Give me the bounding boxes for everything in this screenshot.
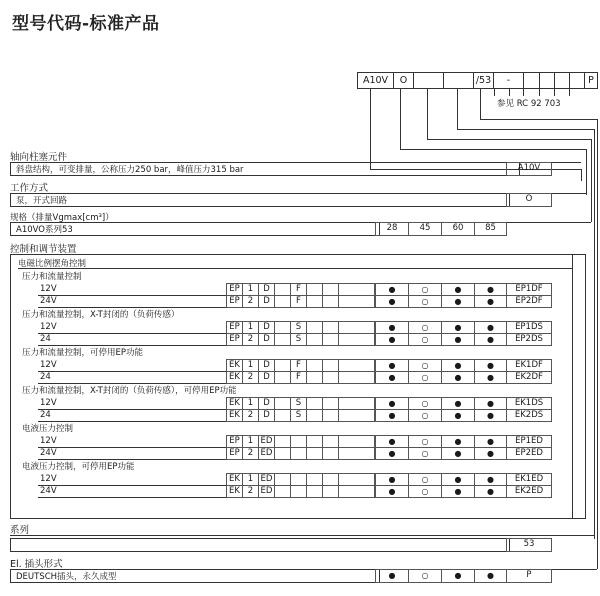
section-series-heading: 系列 [10,525,30,536]
axial-piston-code: A10V [506,162,552,176]
control-code-cell [274,409,291,422]
size-60: 60 [441,222,475,236]
control-code-cell: EK [226,409,243,422]
control-code-cell: ED [258,473,275,486]
control-type-code: EK1ED [506,473,552,486]
code-box-a10v: A10V [357,72,393,89]
code-box-9 [554,72,569,89]
control-code-cell [274,371,291,384]
availability-cell: ● [441,409,475,422]
availability-cell: ○ [408,409,442,422]
tick [569,89,570,96]
operation-mode-code: O [506,193,552,207]
availability-cell: ● [375,321,409,334]
control-code-cell: 2 [242,447,259,460]
availability-cell: ● [474,333,507,346]
availability-cell: ● [474,359,507,372]
availability-cell: ● [474,321,507,334]
control-code-cell [338,409,375,422]
tick [539,89,540,96]
availability-cell: ● [474,473,507,486]
control-row-voltage: 12V [40,360,57,370]
control-code-cell: EP [226,435,243,448]
control-subgroup-title: 电液压力控制，可停用EP功能 [22,462,135,472]
control-type-code: EP1ED [506,435,552,448]
row-underline [38,371,226,372]
control-type-code: EK2DF [506,371,552,384]
row-underline [38,447,226,448]
availability-cell: ● [441,321,475,334]
availability-cell: ● [375,283,409,296]
plug-avail-60: ● [441,569,475,583]
page-title: 型号代码-标准产品 [12,14,160,34]
control-row-voltage: 24V [40,448,57,458]
availability-cell: ○ [408,321,442,334]
control-type-code: EK1DF [506,359,552,372]
control-code-cell: ED [258,447,275,460]
control-type-code: EP2DF [506,295,552,308]
control-type-code: EP2ED [506,447,552,460]
availability-cell: ● [441,473,475,486]
availability-cell: ● [441,435,475,448]
availability-cell: ● [474,283,507,296]
availability-cell: ● [375,333,409,346]
control-code-cell: 1 [242,321,259,334]
availability-cell: ● [441,283,475,296]
control-code-cell: EP [226,295,243,308]
control-row-voltage: 12V [40,474,57,484]
axial-piston-description: 斜盘结构，可变排量，公称压力250 bar，峰值压力315 bar [16,165,244,175]
control-row-voltage: 24 [40,372,51,382]
availability-cell: ○ [408,397,442,410]
control-code-cell: EP [226,321,243,334]
code-box-plug: P [584,72,598,89]
control-code-cell [322,409,339,422]
availability-cell: ○ [408,333,442,346]
control-code-cell [338,333,375,346]
availability-cell: ● [474,397,507,410]
tick [554,89,555,96]
control-subgroup-title: 压力和流量控制，可停用EP功能 [22,348,143,358]
control-row-voltage: 24V [40,486,57,496]
size-85: 85 [474,222,507,236]
control-code-cell: 1 [242,359,259,372]
row-underline [38,333,226,334]
code-box-control [443,72,473,89]
availability-cell: ○ [408,447,442,460]
control-code-cell: D [258,321,275,334]
code-box-7 [523,72,539,89]
control-code-cell: S [290,397,307,410]
row-underline [38,295,226,296]
control-code-cell [274,447,291,460]
control-row-voltage: 24 [40,334,51,344]
availability-cell: ● [441,397,475,410]
row-underline [38,497,226,498]
control-code-cell [338,295,375,308]
section-size-heading: 规格（排量Vgmax[cm³]） [10,213,114,223]
control-group-title: 电磁比例摆角控制 [18,259,87,269]
section-axial-piston-heading: 轴向柱塞元件 [10,152,68,163]
availability-cell: ● [441,333,475,346]
code-box-dash: - [493,72,523,89]
control-code-cell [322,371,339,384]
section-plug-heading: El. 插头形式 [10,559,63,570]
availability-cell: ● [375,359,409,372]
control-type-code: EK1DS [506,397,552,410]
control-type-code: EP1DF [506,283,552,296]
plug-avail-45: ○ [408,569,442,583]
code-box-10 [569,72,584,89]
size-description: A10VO系列53 [16,225,73,235]
size-28: 28 [375,222,409,236]
control-code-cell: 1 [242,283,259,296]
availability-cell: ○ [408,485,442,498]
plug-code: P [506,569,552,583]
control-code-cell [338,485,375,498]
control-type-code: EK2DS [506,409,552,422]
control-code-cell: 2 [242,295,259,308]
availability-cell: ● [375,371,409,384]
control-code-cell [322,295,339,308]
control-code-cell [306,485,323,498]
availability-cell: ● [474,485,507,498]
control-code-cell: F [290,295,307,308]
control-code-cell: D [258,295,275,308]
control-code-cell: F [290,359,307,372]
availability-cell: ● [375,447,409,460]
control-code-cell [322,485,339,498]
availability-cell: ● [375,485,409,498]
availability-cell: ● [474,447,507,460]
control-type-code: EK2ED [506,485,552,498]
control-code-cell [274,295,291,308]
control-code-cell: EK [226,485,243,498]
control-code-cell: F [290,283,307,296]
tick [523,89,524,96]
control-code-cell: EK [226,359,243,372]
plug-description: DEUTSCH插头，永久成型 [16,572,117,582]
control-row-voltage: 12V [40,284,57,294]
control-code-cell [306,409,323,422]
control-code-cell: D [258,371,275,384]
control-code-cell: 1 [242,473,259,486]
availability-cell: ● [474,409,507,422]
control-code-cell: EK [226,397,243,410]
availability-cell: ● [441,485,475,498]
control-code-cell: 2 [242,333,259,346]
availability-cell: ● [474,371,507,384]
control-code-cell: 1 [242,435,259,448]
availability-cell: ● [375,397,409,410]
control-code-cell [306,371,323,384]
control-code-cell: EP [226,447,243,460]
control-code-cell: D [258,283,275,296]
code-box-o: O [393,72,413,89]
availability-cell: ● [375,473,409,486]
control-row-voltage: 24V [40,296,57,306]
control-row-voltage: 12V [40,322,57,332]
control-code-cell: EK [226,473,243,486]
control-code-cell [306,295,323,308]
availability-cell: ○ [408,371,442,384]
control-code-cell: D [258,359,275,372]
control-type-code: EP2DS [506,333,552,346]
availability-cell: ● [375,435,409,448]
code-box-series: /53 [473,72,493,89]
control-code-cell: D [258,397,275,410]
control-code-cell [322,333,339,346]
control-code-cell: S [290,333,307,346]
availability-cell: ○ [408,295,442,308]
tick [509,89,510,96]
control-code-cell: S [290,321,307,334]
availability-cell: ● [441,371,475,384]
code-box-size [413,72,443,89]
section-operation-mode-heading: 工作方式 [10,183,49,194]
availability-cell: ● [375,409,409,422]
availability-cell: ● [441,447,475,460]
control-code-cell [274,485,291,498]
availability-cell: ○ [408,435,442,448]
control-code-cell [306,447,323,460]
control-code-cell: D [258,333,275,346]
control-code-cell [274,333,291,346]
code-box-8 [539,72,554,89]
reference-note: 参见 RC 92 703 [497,99,561,109]
availability-cell: ● [474,435,507,448]
control-code-cell: 2 [242,485,259,498]
control-code-cell: D [258,409,275,422]
control-code-cell: 2 [242,371,259,384]
control-subgroup-title: 压力和流量控制 [22,272,82,282]
availability-cell: ○ [408,359,442,372]
availability-cell: ○ [408,473,442,486]
row-underline [38,485,226,486]
control-row-voltage: 12V [40,436,57,446]
control-code-cell: EK [226,371,243,384]
operation-mode-description: 泵，开式回路 [16,196,68,206]
control-code-cell [290,447,307,460]
control-subgroup-title: 压力和流量控制，X-T封闭的（负荷传感），可停用EP功能 [22,386,237,396]
control-code-cell: EP [226,333,243,346]
control-code-cell: S [290,409,307,422]
control-code-cell [290,485,307,498]
control-row-voltage: 24 [40,410,51,420]
control-code-cell [322,447,339,460]
control-code-cell [338,447,375,460]
availability-cell: ● [375,295,409,308]
control-code-cell [306,333,323,346]
control-subgroup-title: 压力和流量控制，X-T封闭的（负荷传感） [22,310,180,320]
plug-avail-28: ● [375,569,409,583]
availability-cell: ○ [408,283,442,296]
availability-cell: ● [441,295,475,308]
availability-cell: ● [441,359,475,372]
plug-avail-85: ● [474,569,507,583]
control-code-cell: ED [258,435,275,448]
control-type-code: EP1DS [506,321,552,334]
control-code-cell: 2 [242,409,259,422]
series-code: 53 [506,538,552,552]
control-subgroup-title: 电液压力控制 [22,424,74,434]
control-code-cell: EP [226,283,243,296]
tick [494,89,495,96]
control-row-voltage: 12V [40,398,57,408]
section-control-heading: 控制和调节装置 [10,244,77,255]
control-code-cell: F [290,371,307,384]
control-code-cell [338,371,375,384]
control-code-cell: ED [258,485,275,498]
availability-cell: ● [474,295,507,308]
row-underline [38,409,226,410]
size-45: 45 [408,222,442,236]
control-code-cell: 1 [242,397,259,410]
